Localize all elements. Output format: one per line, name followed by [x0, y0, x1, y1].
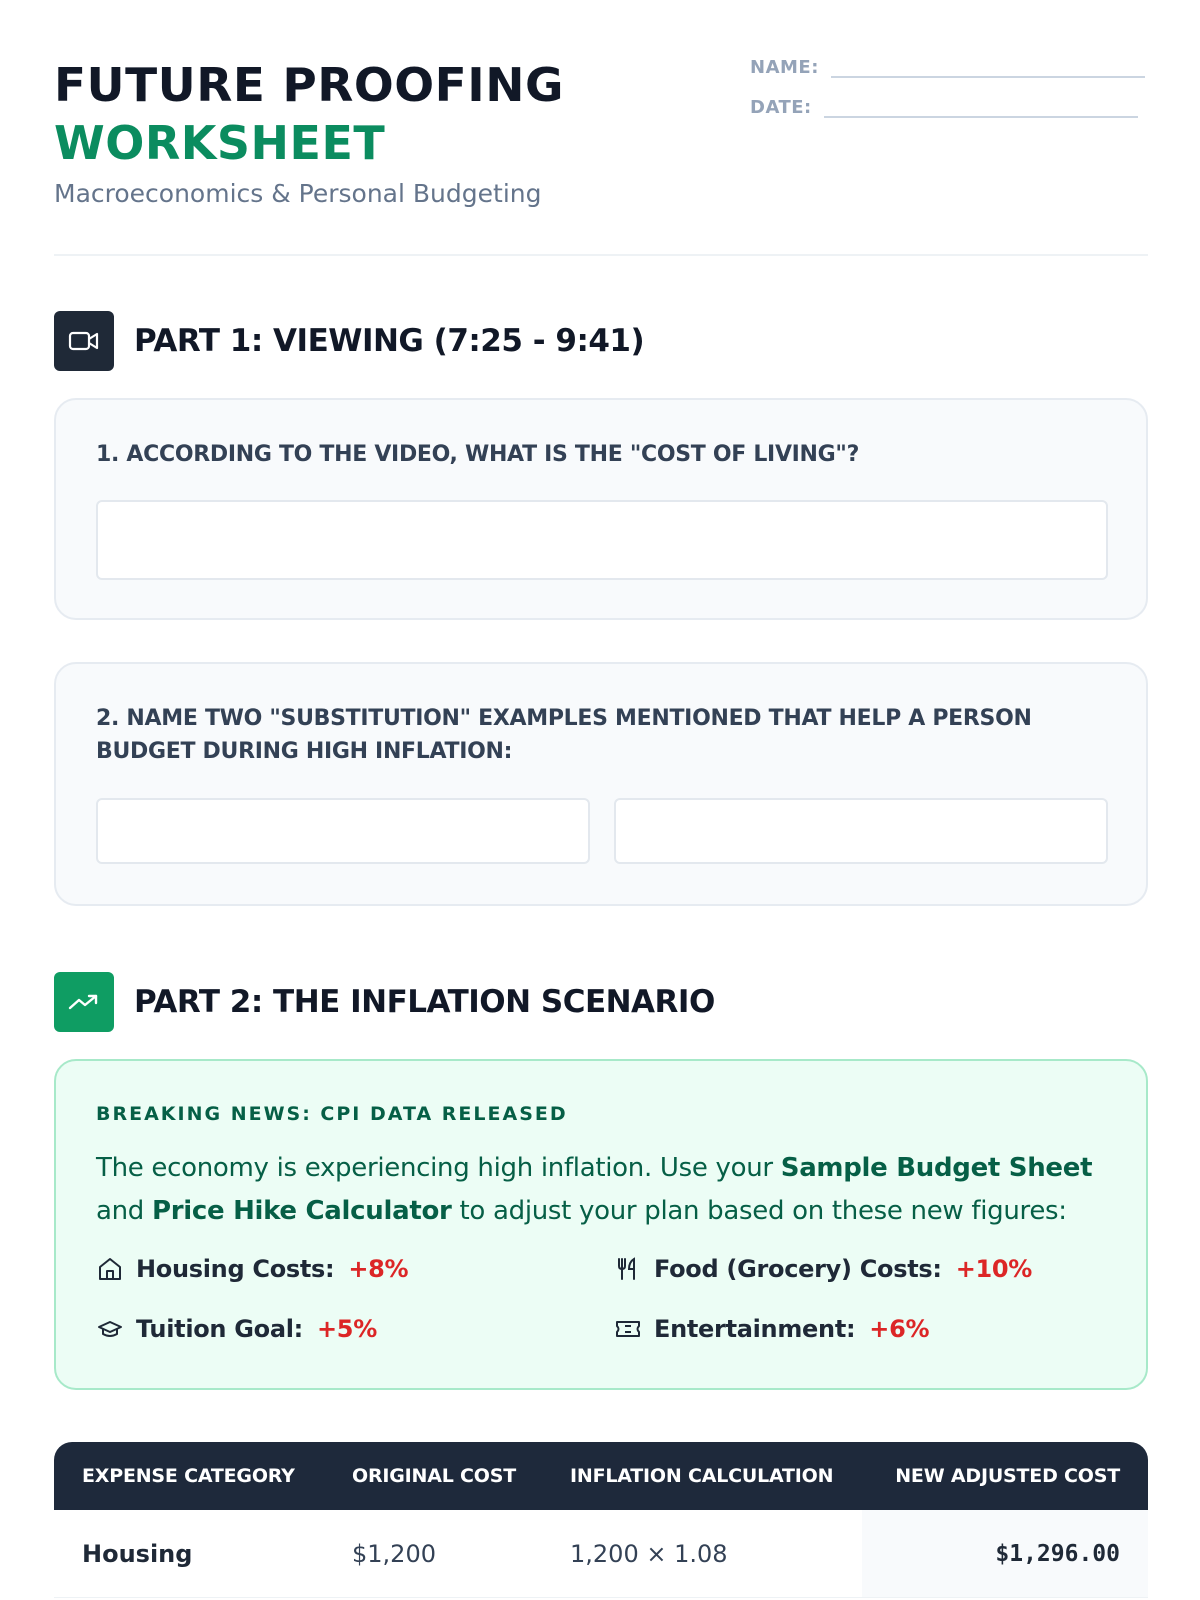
worksheet-header — [54, 56, 1148, 256]
row-inflation-calculation[interactable]: 1,200 × 1.08 — [570, 1539, 728, 1568]
price-hike-calculator-ref: Price Hike Calculator — [151, 1196, 452, 1226]
trending-up-icon — [54, 972, 114, 1032]
row-new-adjusted-cost[interactable]: $1,296.00 — [995, 1540, 1120, 1567]
tuition-figure: Tuition Goal: +5% — [96, 1315, 377, 1343]
question-2-label: 2. NAME TWO "SUBSTITUTION" EXAMPLES MENTIONED THAT HELP A PERSON BUDGET DURING HIGH INFLATION: — [96, 706, 1032, 764]
video-camera-icon — [54, 311, 114, 371]
date-line[interactable] — [824, 96, 1138, 118]
header-new-adjusted-cost: NEW ADJUSTED COST — [895, 1465, 1120, 1487]
answer-2b-box[interactable] — [614, 798, 1108, 864]
news-body: The economy is experiencing high inflation. Use your Sample Budget Sheet and Price Hike Calculator to adjust your plan based on these new figures: — [96, 1153, 1093, 1226]
part1-heading — [54, 311, 644, 371]
header-original-cost: ORIGINAL COST — [352, 1465, 516, 1487]
part2-heading — [54, 972, 715, 1032]
date-field[interactable] — [750, 96, 1138, 118]
table-row — [54, 1510, 1148, 1598]
part1-title: PART 1: VIEWING (7:25 - 9:41) — [134, 323, 645, 359]
question-card-1 — [54, 398, 1148, 620]
housing-figure: Housing Costs: +8% — [96, 1255, 408, 1283]
part2-title: PART 2: THE INFLATION SCENARIO — [134, 984, 715, 1020]
entertainment-figure: Entertainment: +6% — [614, 1315, 929, 1343]
row-original-cost: $1,200 — [352, 1539, 436, 1568]
title-line-1: FUTURE PROOFING — [54, 58, 565, 112]
news-heading: BREAKING NEWS: CPI DATA RELEASED — [96, 1103, 568, 1125]
date-label: DATE: — [750, 97, 812, 118]
breaking-news-panel — [54, 1059, 1148, 1390]
title-line-2: WORKSHEET — [54, 116, 386, 170]
name-field[interactable] — [750, 56, 1145, 78]
house-icon — [96, 1255, 124, 1283]
subtitle: Macroeconomics & Personal Budgeting — [54, 179, 542, 208]
budget-table — [54, 1442, 1148, 1598]
answer-2a-box[interactable] — [96, 798, 590, 864]
question-card-2 — [54, 662, 1148, 906]
name-line[interactable] — [831, 56, 1145, 78]
table-header — [54, 1442, 1148, 1510]
answer-1-box[interactable] — [96, 500, 1108, 580]
ticket-icon — [614, 1315, 642, 1343]
row-category: Housing — [82, 1539, 193, 1568]
food-figure: Food (Grocery) Costs: +10% — [614, 1255, 1032, 1283]
sample-budget-sheet-ref: Sample Budget Sheet — [780, 1153, 1093, 1183]
header-expense-category: EXPENSE CATEGORY — [82, 1465, 295, 1487]
header-inflation-calculation: INFLATION CALCULATION — [570, 1465, 834, 1487]
name-label: NAME: — [750, 57, 819, 78]
question-1-label: 1. ACCORDING TO THE VIDEO, WHAT IS THE "COST OF LIVING"? — [96, 442, 860, 467]
utensils-icon — [614, 1255, 642, 1283]
graduation-cap-icon — [96, 1315, 124, 1343]
header-divider — [54, 254, 1148, 256]
